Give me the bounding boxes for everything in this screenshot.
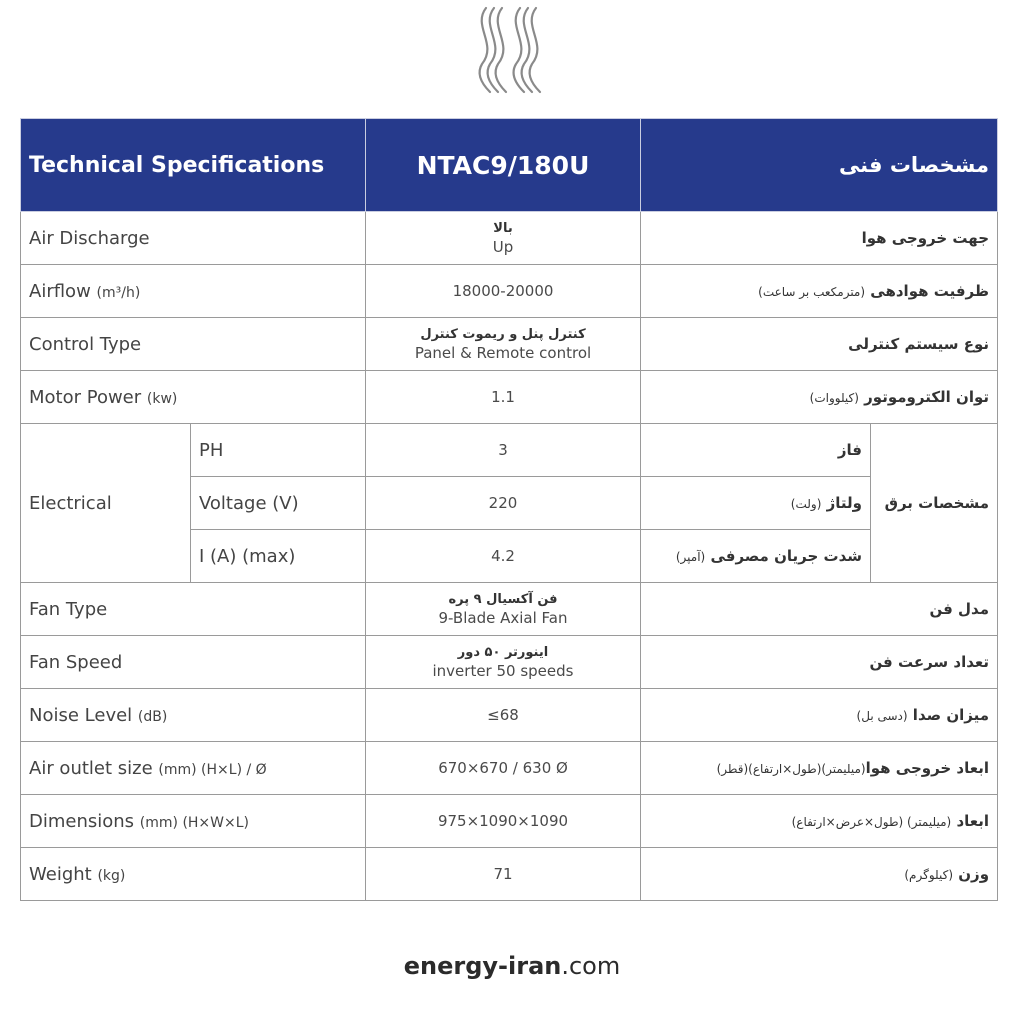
table-header-row — [21, 119, 998, 212]
footer-tld: .com — [561, 952, 621, 980]
row-label-en: Weight (kg) — [21, 848, 366, 901]
row-label-fa: ابعاد خروجی هوا(میلیمتر)(طول×ارتفاع)(قطر) — [641, 742, 998, 795]
row-value: 3 — [366, 424, 641, 477]
row-label-fa: توان الکتروموتور (کیلووات) — [641, 371, 998, 424]
table-row — [21, 318, 998, 371]
table-row — [21, 689, 998, 742]
row-value: فن آکسیال ۹ پره 9-Blade Axial Fan — [366, 583, 641, 636]
row-value: 220 — [366, 477, 641, 530]
row-label-fa: میزان صدا (دسی بل) — [641, 689, 998, 742]
row-label-fa: ظرفیت هوادهی (مترمکعب بر ساعت) — [641, 265, 998, 318]
table-row — [21, 795, 998, 848]
header-title-fa: مشخصات فنی — [641, 119, 998, 212]
row-sublabel-en: Voltage (V) — [191, 477, 366, 530]
row-label-en: Fan Speed — [21, 636, 366, 689]
row-label-en: Air outlet size (mm) (H×L) / Ø — [21, 742, 366, 795]
table-row — [21, 742, 998, 795]
footer-website[interactable] — [0, 952, 1024, 980]
row-value: 4.2 — [366, 530, 641, 583]
table-row — [21, 265, 998, 318]
row-value: 71 — [366, 848, 641, 901]
row-sublabel-fa: فاز — [641, 424, 871, 477]
table-row — [21, 583, 998, 636]
row-label-fa: وزن (کیلوگرم) — [641, 848, 998, 901]
row-label-en: Noise Level (dB) — [21, 689, 366, 742]
row-label-en: Air Discharge — [21, 212, 366, 265]
row-label-fa: تعداد سرعت فن — [641, 636, 998, 689]
row-label-fa: جهت خروجی هوا — [641, 212, 998, 265]
row-value: ≤68 — [366, 689, 641, 742]
row-sublabel-en: I (A) (max) — [191, 530, 366, 583]
header-model: NTAC9/180U — [366, 119, 641, 212]
row-label-fa: نوع سیستم کنترلی — [641, 318, 998, 371]
row-label-en: Fan Type — [21, 583, 366, 636]
table-row — [21, 424, 998, 477]
row-sublabel-fa: شدت جریان مصرفی (آمپر) — [641, 530, 871, 583]
spec-table — [20, 118, 998, 901]
row-value: کنترل پنل و ریموت کنترل Panel & Remote control — [366, 318, 641, 371]
header-title-en: Technical Specifications — [21, 119, 366, 212]
table-row — [21, 212, 998, 265]
row-label-fa: مدل فن — [641, 583, 998, 636]
row-sublabel-en: PH — [191, 424, 366, 477]
row-value: 975×1090×1090 — [366, 795, 641, 848]
row-value: 1.1 — [366, 371, 641, 424]
table-row — [21, 636, 998, 689]
brand-logo-icon — [464, 4, 560, 96]
row-value: 670×670 / 630 Ø — [366, 742, 641, 795]
row-sublabel-fa: ولتاژ (ولت) — [641, 477, 871, 530]
electrical-group-label-fa: مشخصات برق — [871, 424, 998, 583]
row-label-en: Dimensions (mm) (H×W×L) — [21, 795, 366, 848]
row-value: بالا Up — [366, 212, 641, 265]
row-label-en: Control Type — [21, 318, 366, 371]
row-label-en: Airflow (m³/h) — [21, 265, 366, 318]
row-value: اینورتر ۵۰ دور inverter 50 speeds — [366, 636, 641, 689]
row-label-en: Motor Power (kw) — [21, 371, 366, 424]
footer-brand: energy-iran — [403, 952, 562, 980]
table-row — [21, 848, 998, 901]
row-value: 18000-20000 — [366, 265, 641, 318]
row-label-fa: ابعاد (میلیمتر) (طول×عرض×ارتفاع) — [641, 795, 998, 848]
electrical-group-label-en: Electrical — [21, 424, 191, 583]
table-row — [21, 371, 998, 424]
